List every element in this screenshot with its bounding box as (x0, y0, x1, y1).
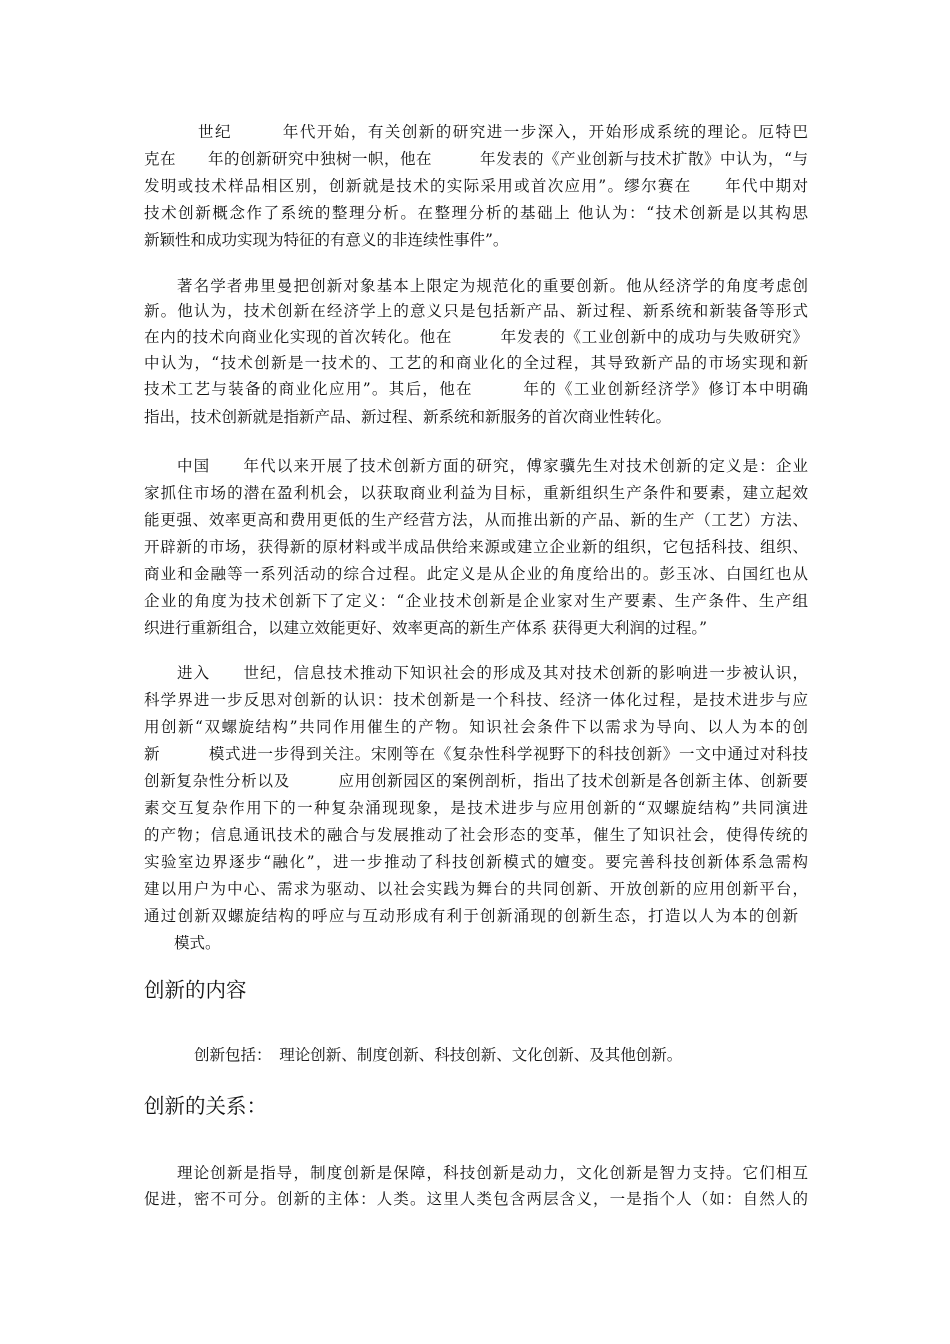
text-line: 企业的角度为技术创新下了定义：“企业技术创新是企业家对生产要素、生产条件、生产组 (144, 592, 808, 610)
text-line: 指出，技术创新就是指新产品、新过程、新系统和新服务的首次商业性转化。 (144, 408, 672, 426)
text-line: 科学界进一步反思对创新的认识：技术创新是一个科技、经济一体化过程，是技术进步与应 (144, 691, 808, 709)
text-line: 进入 世纪，信息技术推动下知识社会的形成及其对技术创新的影响进一步被认识， (177, 664, 808, 682)
text-line: 织进行重新组合，以建立效能更好、效率更高的新生产体系 获得更大利润的过程。” (144, 619, 708, 637)
text-line: 在内的技术向商业化实现的首次转化。他在 年发表的《工业创新中的成功与失败研究》 (144, 328, 808, 346)
text-line: 商业和金融等一系列活动的综合过程。此定义是从企业的角度给出的。彭玉冰、白国红也从 (144, 565, 808, 583)
content-list-line: 创新包括： 理论创新、制度创新、科技创新、文化创新、及其他创新。 (194, 1046, 683, 1064)
text-line: 用创新“双螺旋结构”共同作用催生的产物。知识社会条件下以需求为导向、以人为本的创 (144, 718, 808, 736)
text-line: 世纪 年代开始，有关创新的研究进一步深入，开始形成系统的理论。厄特巴 (198, 123, 808, 141)
section-heading-content: 创新的内容 (144, 978, 247, 1002)
text-line: 创新复杂性分析以及 应用创新园区的案例剖析，指出了技术创新是各创新主体、创新要 (144, 772, 808, 790)
text-line: 克在 年的创新研究中独树一帜，他在 年发表的《产业创新与技术扩散》中认为，“与 (144, 150, 808, 168)
text-line: 新 模式进一步得到关注。宋刚等在《复杂性科学视野下的科技创新》一文中通过对科技 (144, 745, 808, 763)
text-line: 家抓住市场的潜在盈利机会，以获取商业利益为目标，重新组织生产条件和要素，建立起效 (144, 484, 808, 502)
text-line: 促进，密不可分。创新的主体：人类。这里人类包含两层含义，一是指个人（如：自然人的 (144, 1190, 808, 1208)
text-line: 技术创新概念作了系统的整理分析。在整理分析的基础上 他认为：“技术创新是以其构思 (144, 204, 808, 222)
text-line: 中国 年代以来开展了技术创新方面的研究，傅家骥先生对技术创新的定义是：企业 (177, 457, 808, 475)
text-line: 新。他认为，技术创新在经济学上的意义只是包括新产品、新过程、新系统和新装备等形式 (144, 302, 808, 320)
text-line: 著名学者弗里曼把创新对象基本上限定为规范化的重要创新。他从经济学的角度考虑创 (177, 277, 808, 295)
text-line: 新颖性和成功实现为特征的有意义的非连续性事件”。 (144, 231, 509, 249)
text-line: 模式。 (174, 934, 221, 952)
text-line: 素交互复杂作用下的一种复杂涌现现象，是技术进步与应用创新的“双螺旋结构”共同演进 (144, 799, 808, 817)
text-line: 能更强、效率更高和费用更低的生产经营方法，从而推出新的产品、新的生产（工艺）方法、 (144, 511, 808, 529)
text-line: 实验室边界逐步“融化”，进一步推动了科技创新模式的嬗变。要完善科技创新体系急需构 (144, 853, 808, 871)
text-line: 发明或技术样品相区别，创新就是技术的实际采用或首次应用”。缪尔赛在 年代中期对 (144, 177, 808, 195)
text-line: 中认为，“技术创新是一技术的、工艺的和商业化的全过程，其导致新产品的市场实现和新 (144, 354, 808, 372)
text-line: 建以用户为中心、需求为驱动、以社会实践为舞台的共同创新、开放创新的应用创新平台， (144, 880, 808, 898)
text-line: 的产物；信息通讯技术的融合与发展推动了社会形态的变革，催生了知识社会，使得传统的 (144, 826, 808, 844)
text-line: 开辟新的市场，获得新的原材料或半成品供给来源或建立企业新的组织，它包括科技、组织、 (144, 538, 808, 556)
text-line: 理论创新是指导，制度创新是保障，科技创新是动力，文化创新是智力支持。它们相互 (177, 1164, 808, 1182)
text-line: 通过创新双螺旋结构的呼应与互动形成有利于创新涌现的创新生态，打造以人为本的创新 (144, 907, 798, 925)
text-line: 技术工艺与装备的商业化应用”。其后，他在 年的《工业创新经济学》修订本中明确 (144, 380, 808, 398)
section-heading-relation: 创新的关系： (144, 1094, 267, 1118)
